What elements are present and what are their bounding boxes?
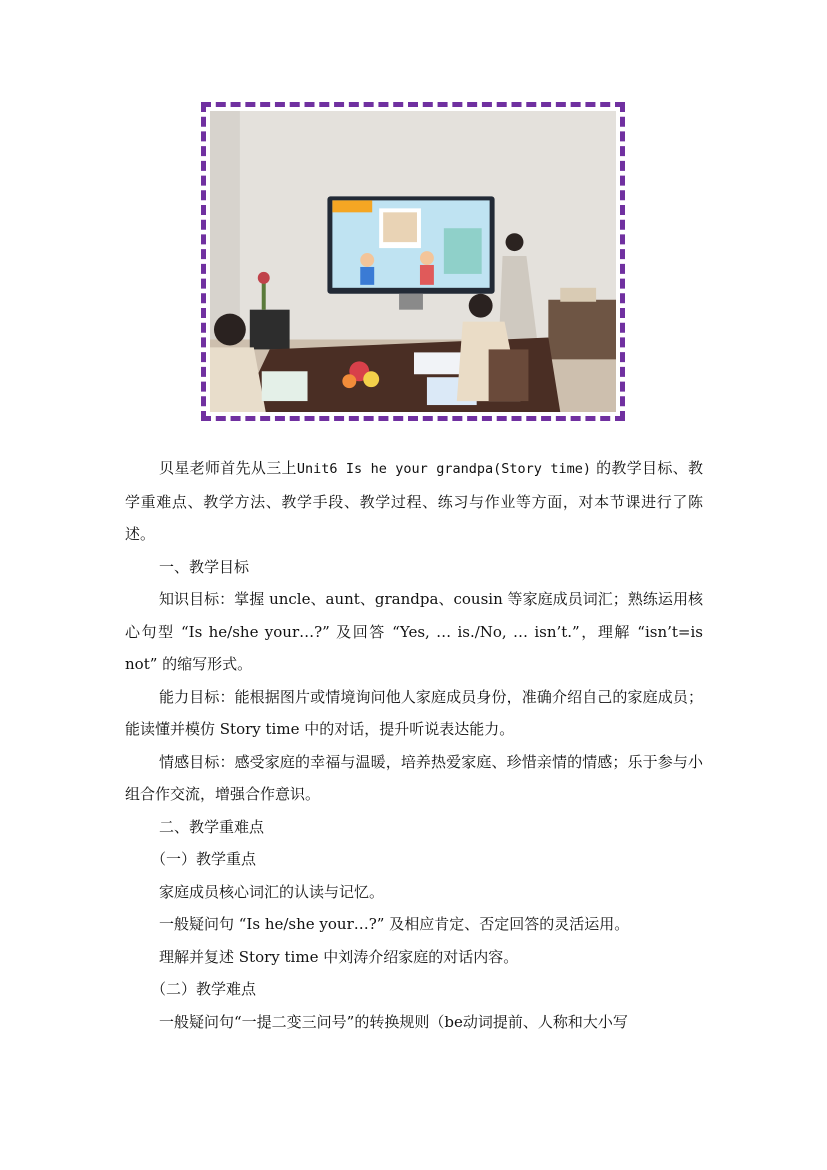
- key-point-3: 理解并复述 Story time 中刘涛介绍家庭的对话内容。: [159, 947, 519, 966]
- document-body: [125, 452, 703, 1038]
- section-heading-key-points: 二、教学重难点: [159, 817, 265, 836]
- intro-text-a: 贝星老师首先从三上: [159, 459, 297, 477]
- knowledge-objective: 知识目标：掌握 uncle、aunt、grandpa、cousin 等家庭成员词汇；熟练运用核心句型 “Is he/she your…?” 及回答 “Yes, … is./No, … isn’t.”，理解 “isn’t=is not” 的缩写形式。: [125, 590, 703, 673]
- ability-objective: 能力目标：能根据图片或情境询问他人家庭成员身份，准确介绍自己的家庭成员；能读懂并模仿 Story time 中的对话，提升听说表达能力。: [125, 687, 703, 738]
- intro-paragraph: [125, 452, 703, 551]
- subheading-difficulties: （二）教学难点: [151, 980, 257, 998]
- key-point-2: 一般疑问句 “Is he/she your…?” 及相应肯定、否定回答的灵活运用。: [159, 915, 630, 933]
- difficulty-1: 一般疑问句“一提二变三问号”的转换规则（be动词提前、人称和大小写: [159, 1012, 628, 1031]
- subheading-key-points: （一）教学重点: [151, 850, 257, 868]
- intro-text-b: Unit6 Is he your grandpa(Story time): [296, 461, 591, 477]
- section-heading-objectives: 一、教学目标: [159, 557, 250, 576]
- emotion-objective: 情感目标：感受家庭的幸福与温暖，培养热爱家庭、珍惜亲情的情感；乐于参与小组合作交流，增强合作意识。: [125, 752, 703, 803]
- key-point-1: 家庭成员核心词汇的认读与记忆。: [159, 882, 385, 901]
- intro-text-c: 的教学目标、教学重难点、教学方法、教学手段、教学过程、练习与作业等方面，对本节课进行了陈述。: [125, 459, 703, 543]
- classroom-photo-illustration: [210, 111, 616, 412]
- classroom-photo: [210, 111, 616, 412]
- classroom-photo-frame: [201, 102, 625, 421]
